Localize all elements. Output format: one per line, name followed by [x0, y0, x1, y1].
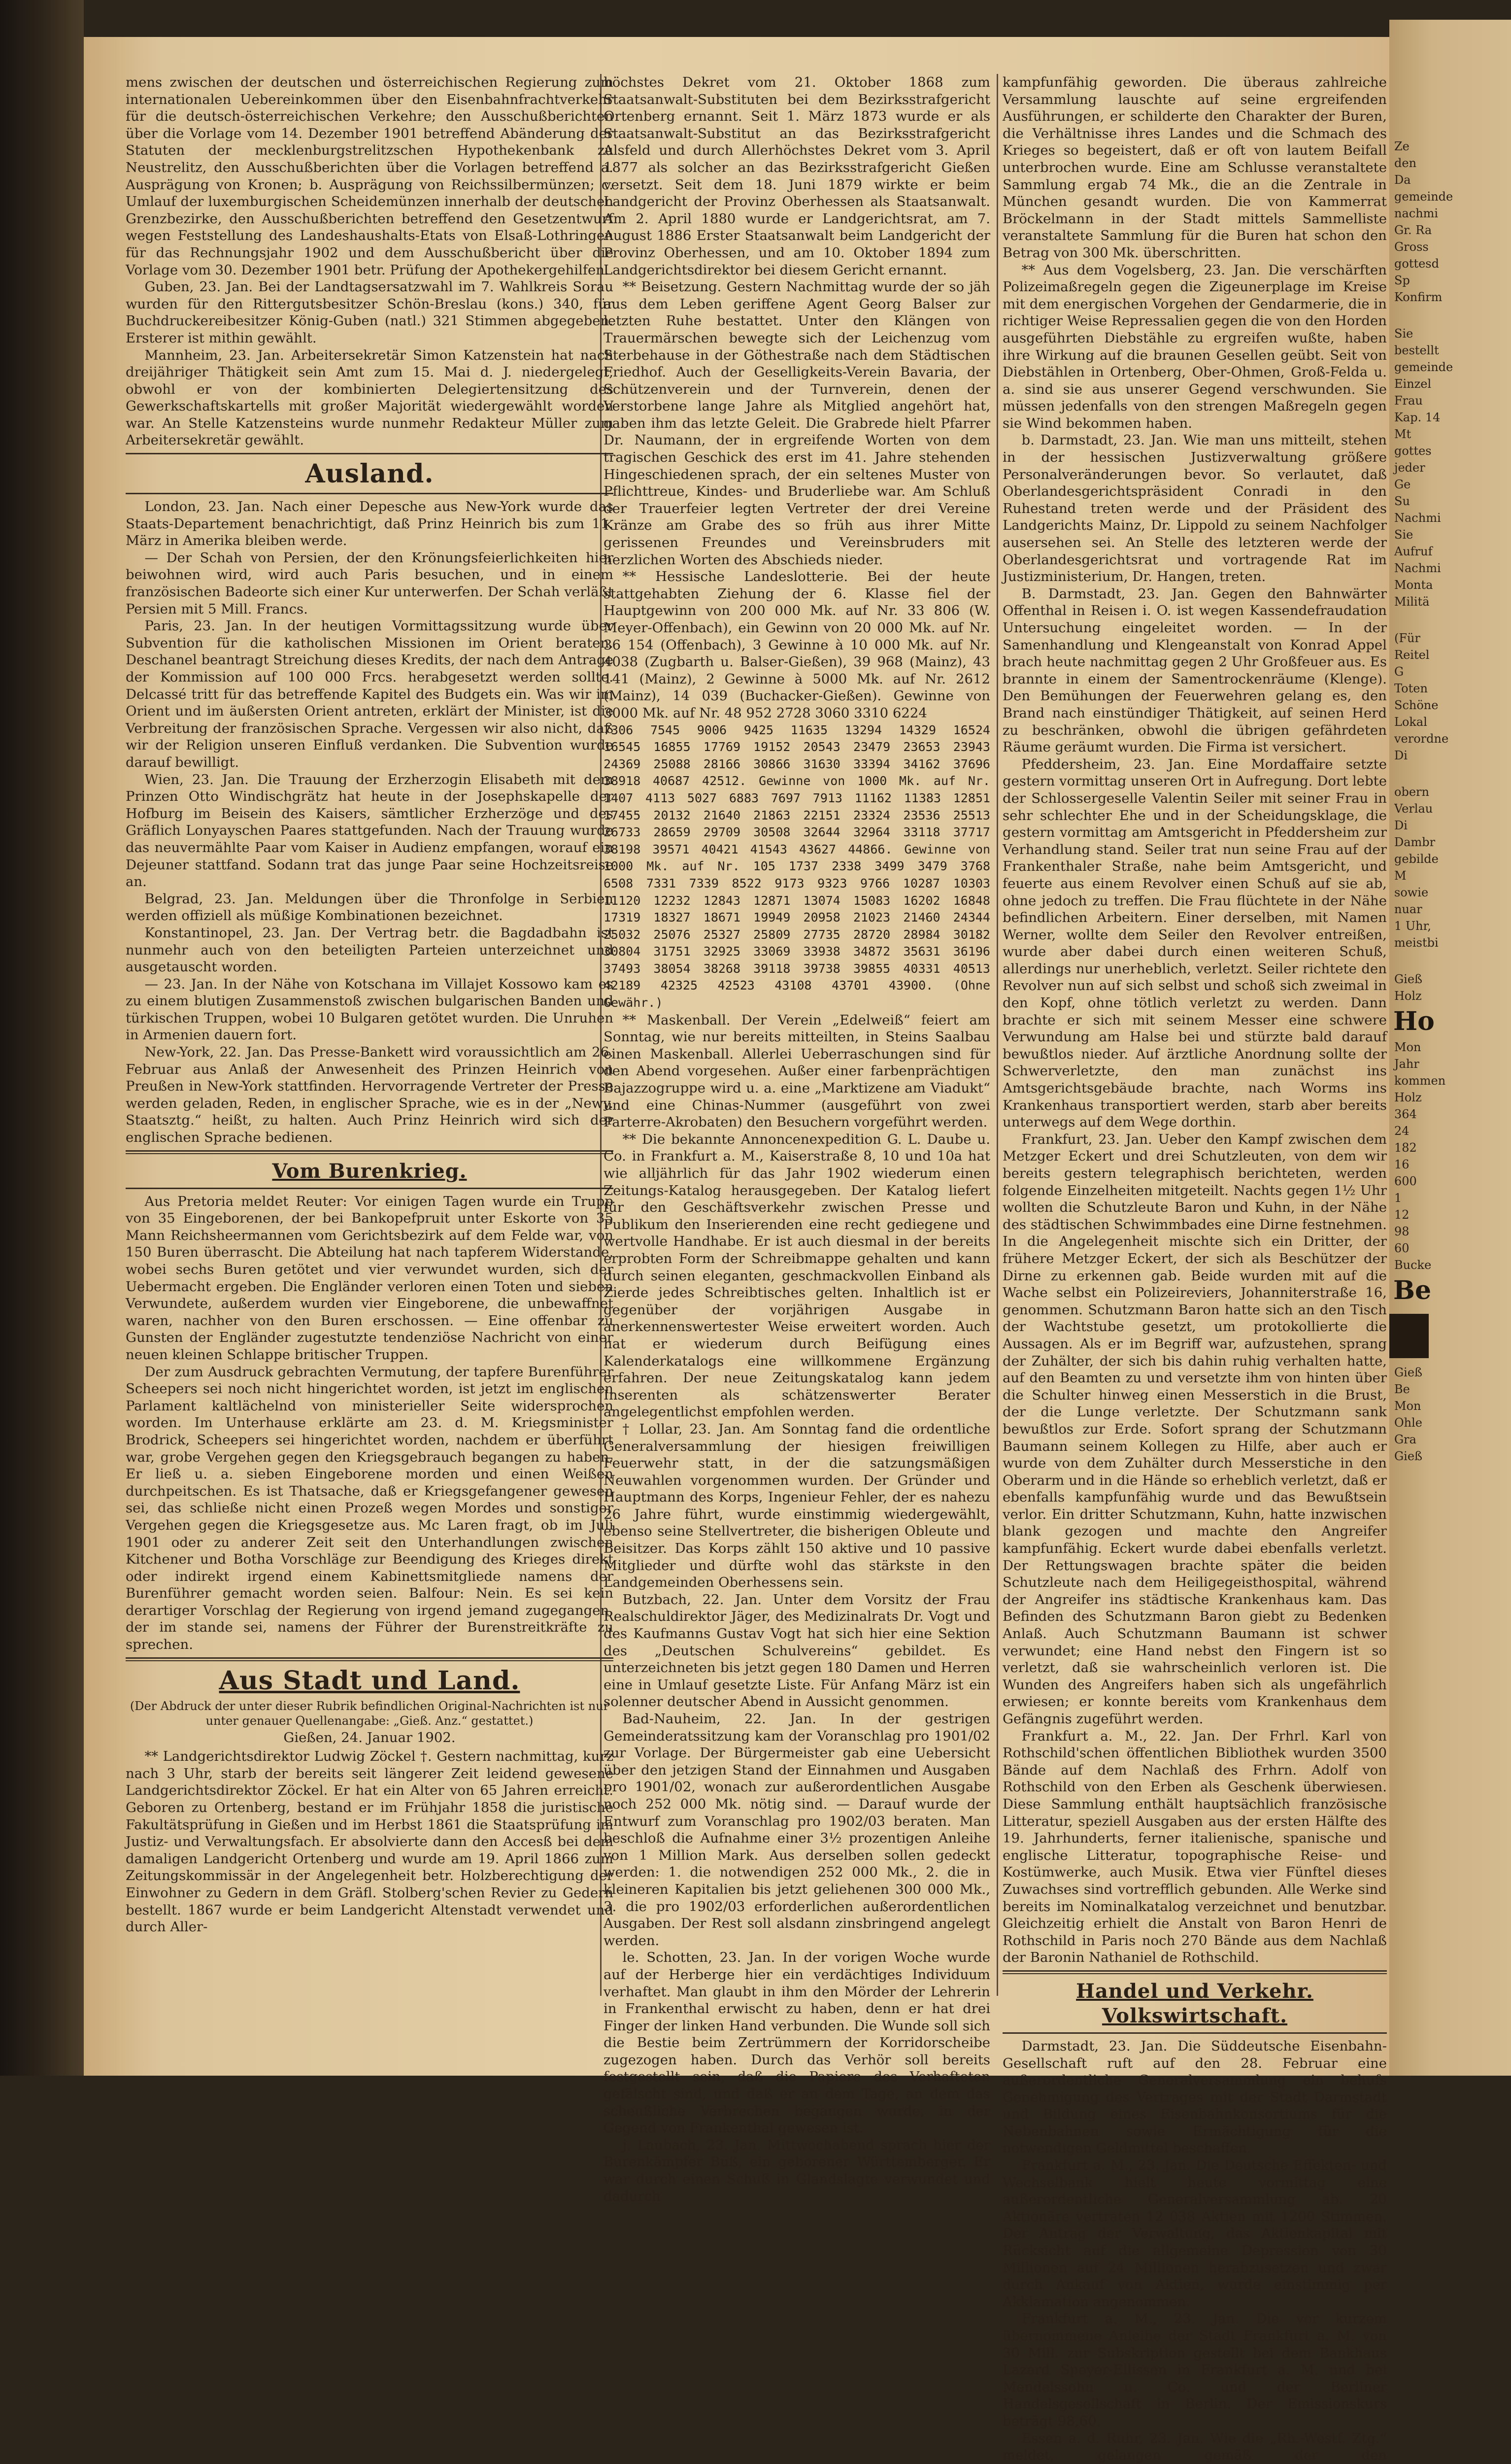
edge-fragment: Schöne — [1394, 698, 1439, 712]
section-divider — [126, 1188, 613, 1189]
article-paragraph: b. Darmstadt, 23. Jan. Wie man uns mitteilt, stehen in der hessischen Justizverwaltung größere Personalveränderungen bevor. So verlautet, daß Oberlandesgerichtspräsident Conradi in den Ruhestand treten werde und der Präsident des Landgerichts Mainz, Dr. Lippold zu seinem Nachfolger ausersehen sei. An Stelle des letzteren werde der Oberlandesgerichtsrat und vortragende Rat im Justizministerium, Dr. Hangen, treten. — [1003, 432, 1387, 585]
section-heading-stadt-und-land: Aus Stadt und Land. — [219, 1665, 520, 1696]
section-divider — [1003, 2032, 1387, 2034]
edge-fragment: Verlau — [1394, 802, 1433, 816]
edge-fragment: Mon — [1394, 1040, 1421, 1054]
article-paragraph: London, 23. Jan. Nach einer Depesche aus New-York wurde das Staats-Departement benachrichtigt, daß Prinz Heinrich bis zum 11. März in Amerika bleiben werde. — [126, 499, 613, 549]
column-1 — [126, 74, 613, 2020]
article-paragraph: mens zwischen der deutschen und österreichischen Regierung zum internationalen Uebereinkommen über den Eisenbahnfrachtverkehr für die deutsch-österreichischen Verkehre; den Ausschußberichten über die Vorlage vom 14. Dezember 1901 betreffend Abänderung der Statuten der mecklenburgstrelitzschen Hypothekenbank zu Neustrelitz, den Ausschußberichten über die Vorlagen betreffend a. Ausprägung von Kronen; b. Ausprägung von Reichssilbermünzen; c. Umlauf der luxemburgischen Scheidemünzen innerhalb der deutschen Grenzbezirke, den Ausschußberichten betreffend den Gesetzentwurf wegen Feststellung des Landeshaushalts-Etats von Elsaß-Lothringen für das Rechnungsjahr 1902 und dem Ausschußbericht über die Vorlage vom 30. Dezember 1901 betr. Prüfung der Apothekergehilfen. — [126, 74, 613, 278]
article-paragraph: Paris, 23. Jan. In der heutigen Vormittagssitzung wurde über Subvention für die katholischen Missionen im Orient beraten. Deschanel beantragt Streichung dieses Kredits, der nach dem Antrage der Kommission auf 100 000 Frcs. herabgesetzt werden sollte. Delcassé tritt für das betreffende Kapitel des Budgets ein. Was wir im Orient und im äußersten Orient antreten, erklärt der Minister, ist die Verbreitung der französischen Sprache. Vergessen wir also nicht, daß wir der Religion unseren Einfluß verdanken. Die Subvention wurde darauf bewilligt. — [126, 618, 613, 770]
edge-fragment: 1 Uhr, — [1394, 919, 1432, 933]
section-divider — [126, 1657, 613, 1661]
edge-fragment: gemeinde — [1394, 190, 1453, 204]
edge-fragment: 1 — [1394, 1191, 1402, 1205]
edge-fragment: Aufruf — [1394, 545, 1433, 558]
edge-fragment: 12 — [1394, 1208, 1410, 1222]
edge-fragment: Bucke — [1394, 1258, 1432, 1272]
edge-fragment: Gra — [1394, 1433, 1416, 1446]
edge-fragment: Toten — [1394, 682, 1428, 695]
edge-fragment: den — [1394, 156, 1417, 170]
article-paragraph: — Der Schah von Persien, der den Krönungsfeierlichkeiten hier beiwohnen wird, wird auch Paris besuchen, und in einem französischen Badeorte sich einer Kur unterwerfen. Der Schah verläßt Persien mit 5 Mill. Francs. — [126, 549, 613, 617]
handel-articles — [1003, 2038, 1387, 2464]
edge-fragment: 364 — [1394, 1107, 1417, 1121]
article-paragraph: Essen a. d. Ruhr, 23. Jan. Wie die „Rh.-Westf. Ztg.“ meldet, gelangen gemäß der den — [1003, 2430, 1387, 2464]
article-paragraph: ** Landgerichtsdirektor Ludwig Zöckel †. Gestern nachmittag, kurz nach 3 Uhr, starb der bereits seit längerer Zeit leidend gewesene Landgerichtsdirektor Zöckel. Er hat ein Alter von 65 Jahren erreicht. Geboren zu Ortenberg, bestand er im Frühjahr 1858 die juristische Fakultätsprüfung in Gießen und im Herbst 1861 die Staatsprüfung im Justiz- und Verwaltungsfach. Er absolvierte dann den Accesß bei dem damaligen Landgericht Ortenberg und wurde am 19. April 1866 zum Zeitungskommissär in der Angelegenheit betr. Holzberechtigung der Einwohner zu Gedern in dem Gräfl. Stolberg'schen Revier zu Gedern bestellt. 1867 wurde er beim Landgericht Altenstadt verwendet und durch Aller- — [126, 1748, 613, 1935]
edge-fragment: obern — [1394, 785, 1429, 799]
article-paragraph: Belgrad, 23. Jan. Meldungen über die Thronfolge in Serbien werden offiziell als müßige Kombinationen bezeichnet. — [126, 890, 613, 924]
article-paragraph: Darmstadt, 23. Jan. Die Süddeutsche Eisenbahn-Gesellschaft ruft auf den 28. Februar eine außerordentliche Generalversammlung ein behufs Genehmigung des Vertrages mit der Stadt Darmstadt und Bildung eines Eisenbahnkonsortiums für die Nebenbahnen sowie Ermächtigung für die notwendigen Geldmittel beschaffen. — [1003, 2038, 1387, 2156]
edge-fragment: 98 — [1394, 1225, 1410, 1238]
article-paragraph: Aus Pretoria meldet Reuter: Vor einigen Tagen wurde ein Trupp von 35 Eingeborenen, der bei Bankopefpruit unter Eskorte von 35 Mann Reichsheermannen vom Gerichtsbezirk auf dem Felde war, von 150 Buren überrascht. Die Abteilung hat nach tapferem Widerstande, wobei sechs Buren getötet und vier verwundet wurden, sich der Uebermacht ergeben. Die Engländer verloren einen Toten und sieben Verwundete, außerdem wurden vier Eingeborene, die unbewaffnet waren, nachher von den Buren erschossen. — Eine offenbar zu Gunsten der Engländer zugestutzte tendenziöse Nachricht von einer neuen kleinen Schlappe britischer Truppen. — [126, 1193, 613, 1363]
edge-fragment: Holz — [1394, 1091, 1422, 1104]
edge-fragment: Be — [1394, 1382, 1410, 1396]
article-paragraph: Der zum Ausdruck gebrachten Vermutung, der tapfere Burenführer Scheepers sei noch nicht hingerichtet worden, ist jetzt im englischen Parlament kaltlächelnd von ministerieller Seite widersprochen worden. Im Unterhause erklärte am 23. d. M. Kriegsminister Brodrick, Scheepers sei hingerichtet worden, nachdem er überführt war, grobe Vergehen gegen den Kriegsgebrauch begangen zu haben. Er ließ u. a. sieben Eingeborene morden und einen Weißen durchpeitschen. Es ist Thatsache, daß er Kriegsgefangener gewesen sei, das schließe nicht einen Prozeß wegen Mordes und sonstiger Vergehen gegen die Kriegsgesetze aus. Mc Laren fragt, ob im Juli 1901 oder zu anderer Zeit seit den Unterhandlungen zwischen Kitchener und Botha Vorschläge zur Beendigung des Krieges direkt oder indirekt irgend einem Kabinettsmitgliede namens der Burenführer gemacht worden seien. Balfour: Nein. Es sei kein derartiger Vorschlag der Regierung von irgend jemand zugegangen, der im stande sei, namens der Führer der Burenstreitkräfte zu sprechen. — [126, 1364, 613, 1653]
edge-fragment: sowie — [1394, 886, 1429, 899]
lottery-winning-numbers: 7306 7545 9006 9425 11635 13294 14329 16524 16545 16855 17769 19152 20543 23479 23653 23943 24369 25088 28166 30866 31630 33394 34162 37696 38918 40687 42512. Gewinne von 1000 Mk. auf Nr. 1407 4113 5027 6883 7697 7913 11162 11383 12851 17455 20132 21640 21863 22151 23324 23536 25513 26733 28659 29709 30508 32644 32964 33118 37717 38198 39571 40421 41543 43627 44866. Gewinne von 1000 Mk. auf Nr. 105 1737 2338 3499 3479 3768 6508 7331 7339 8522 9173 9323 9766 10287 10303 11120 12232 12843 12871 13074 15083 16202 16848 17319 18327 18671 19949 20958 21023 21460 24344 25032 25076 25327 25809 27735 28720 28984 30182 30804 31751 32925 33069 33938 34872 35631 36196 37493 38054 38268 39118 39738 39855 40331 40513 42189 42325 42523 43108 43701 43900. (Ohne Gewähr.) — [604, 722, 990, 1010]
edge-fragment: M — [1394, 869, 1407, 883]
edge-fragment: Sp — [1394, 274, 1410, 287]
dateline: Gießen, 24. Januar 1902. — [283, 1729, 456, 1745]
article-paragraph: Guben, 23. Jan. Bei der Landtagsersatzwahl im 7. Wahlkreis Sorau wurden für den Rittergutsbesitzer Schön-Breslau (kons.) 340, für Buchdruckereibesitzer König-Guben (natl.) 321 Stimmen abgegeben. Ersterer ist mithin gewählt. — [126, 279, 613, 346]
article-paragraph: Frankfurt, 23. Jan. Ueber den Kampf zwischen dem Metzger Eckert und drei Schutzleuten, von dem wir bereits gestern telegraphisch berichteten, werden folgende Einzelheiten mitgeteilt. Nachts gegen 1½ Uhr wollten die Schutzleute Baron und Kuhn, in der Nähe des städtischen Schwimmbades eine Dirne festnehmen. In die Angelegenheit mischte sich ein Dritter, der frühere Metzger Eckert, der sich als Beschützer der Dirne zu erkennen gab. Beide wurden mit auf die Wache selbst ein Polizeireviers, Johanniterstraße 16, genommen. Schutzmann Baron hatte sich an den Tisch der Wachtstube gesetzt, um protokollierte die Aussagen. Als er im Begriff war, aufzustehen, sprang der Zuhälter, der sich bis dahin ruhig verhalten hatte, auf den Beamten zu und versetzte ihm von hinten über die Schulter hinweg einen Messerstich in die Brust, der die Lunge verletzte. Der Schutzmann sank bewußtlos zur Erde. Sofort sprang der Schutzmann Baumann seinem Kollegen zu Hilfe, aber auch er wurde von dem Zuhälter durch Messerstiche in den Oberarm und in die Hände so erheblich verletzt, daß er ebenfalls kampfunfähig wurde und das Bewußtsein verlor. Ein dritter Schutzmann, Kuhn, hatte inzwischen blank gezogen und machte den Angreifer kampfunfähig. Eckert wurde dabei ebenfalls verletzt. Der Rettungswagen brachte später die beiden Schutzleute nach dem Heiligegeisthospital, während der Angreifer ins städtische Krankenhaus kam. Das Befinden des Schutzmann Baron giebt zu Bedenken Anlaß. Auch Schutzmann Baumann ist schwer verwundet; eine Hand nebst den Fingern ist so verletzt, daß sie wahrscheinlich verloren ist. Die Wunden des Angreifers haben sich als ungefährlich erwiesen; er konnte bereits vom Krankenhaus dem Gefängnis zugeführt werden. — [1003, 1131, 1387, 1727]
edge-fragment: Ge — [1394, 478, 1411, 491]
edge-fragment: kommen — [1394, 1074, 1446, 1088]
edge-fragment: Einzel — [1394, 377, 1432, 391]
edge-fragment: Ohle — [1394, 1416, 1423, 1430]
edge-heading-fragment: Ho — [1393, 1006, 1435, 1036]
article-paragraph: Frankfurt a. M., 22. Jan. Der Frhrl. Karl von Rothschild'schen öffentlichen Bibliothek wurden 3500 Bände auf dem Nachlaß des Frhrn. Adolf von Rothschild von den Erben als Geschenk überwiesen. Diese Sammlung enthält hauptsächlich französische Litteratur, speziell Ausgaben aus der ersten Hälfte des 19. Jahrhunderts, ferner italienische, spanische und englische Litteratur, topographische Reise- und Kostümwerke, auch Musik. Etwa vier Fünftel dieses Zuwachses sind vortrefflich gebunden. Alle Werke sind bereits im Nominalkatalog verzeichnet und benutzbar. Gleichzeitig erhielt die Anstalt von Baron Henri de Rothschild in Paris noch 270 Bände aus dem Nachlaß der Baronin Nathaniel de Rothschild. — [1003, 1728, 1387, 1966]
article-paragraph: Bad-Nauheim, 22. Jan. In der gestrigen Gemeinderatssitzung kam der Voranschlag pro 1901/02 zur Vorlage. Der Bürgermeister gab eine Uebersicht über den jetzigen Stand der Einnahmen und Ausgaben pro 1901/02, wonach zur außerordentlichen Ausgabe noch 252 000 Mk. nötig sind. — Darauf wurde der Entwurf zum Voranschlag pro 1902/03 beraten. Man beschloß die Aufnahme einer 3½ prozentigen Anleihe von 1 Million Mark. Aus derselben sollen gedeckt werden: 1. die notwendigen 252 000 Mk., 2. die in kleineren Kapitalien bis jetzt geliehenen 300 000 Mk., 3. die pro 1902/03 erforderlichen außerordentlichen Ausgaben. Der Rest soll alsdann zinsbringend angelegt werden. — [604, 1711, 990, 1949]
edge-fragment: Monta — [1394, 578, 1433, 592]
edge-fragment: (Für — [1394, 631, 1420, 645]
edge-fragment: meistbi — [1394, 936, 1439, 950]
section-divider — [1003, 1970, 1387, 1974]
edge-heading-fragment: Be — [1393, 1275, 1432, 1305]
edge-fragment: 16 — [1394, 1158, 1410, 1171]
article-paragraph: B. Darmstadt, 23. Jan. Gegen den Bahnwärter Offenthal in Reisen i. O. ist wegen Kassendefraudation Untersuchung eingeleitet worden. — In der Samenhandlung und Klengeanstalt von Konrad Appel brach heute nachmittag gegen 2 Uhr Großfeuer aus. Es brannte in einem der Samentrockenräume (Klenge). Den Bemühungen der Feuerwehren gelang es, den Brand nach einstündiger Thätigkeit, auf seinen Herd zu beschränken, obwohl die übrigen gefährdeten Räume geräumt wurden. Die Firma ist versichert. — [1003, 585, 1387, 755]
ausland-articles — [126, 498, 613, 1146]
edge-fragment: Sie — [1394, 327, 1413, 341]
edge-fragment: Di — [1394, 749, 1408, 762]
edge-fragment: Nachmi — [1394, 561, 1441, 575]
edge-fragment: Su — [1394, 494, 1410, 508]
article-paragraph: Wien, 23. Jan. Die Trauung der Erzherzogin Elisabeth mit dem Prinzen Otto Windischgrätz hat heute in der Josephskapelle der Hofburg im Beisein des Kaisers, sämtlicher Erzherzöge und des Gräflich Lonyayschen Paares stattgefunden. Nach der Trauung wurde das neuvermählte Paar vom Kaiser in Audienz empfangen, worauf ein Dejeuner stattfand. Sodann trat das junge Paar seine Hochzeitsreise an. — [126, 771, 613, 890]
article-paragraph: — 23. Jan. In der Nähe von Kotschana im Villajet Kossowo kam es zu einem blutigen Zusammenstoß zwischen bulgarischen Banden und türkischen Truppen, wobei 10 Bulgaren getötet wurden. Die Unruhen in Armenien dauern fort. — [126, 976, 613, 1043]
article-paragraph: Frankfurt a. M., 23. Jan. Die Deutsche Effekten- und Wechselbank hielt heute vormittag eine außerordentliche Generalversammlung ab. 20 Aktionäre vertraten 12 038 Aktien mit 1200 Stimmen. Der Antrag der Verwaltung, das Aktienkapital mit Rücksicht auf die allgemeine Depression von 30 Millionen auf 24 Millionen herabzusetzen und zwar durch Ankauf von Aktien, wurde einstimmig per Akklamation angenommen. — [1003, 2157, 1387, 2310]
edge-black-box — [1389, 1314, 1429, 1358]
column-rule-2 — [997, 74, 998, 1996]
edge-fragment: Frau — [1394, 394, 1423, 408]
section-divider — [126, 1150, 613, 1154]
adjacent-page-fragments — [1389, 20, 1511, 1465]
edge-gap — [1389, 764, 1511, 784]
article-paragraph: kampfunfähig geworden. Die überaus zahlreiche Versammlung lauschte auf seine ergreifenden Ausführungen, er schilderte den Charakter der Buren, die Verhältnisse ihres Landes und die Schmach des Krieges so begeistert, daß er oft von lautem Beifall unterbrochen wurde. Eine am Schlusse veranstaltete Sammlung ergab 74 Mk., die an die Zentrale in München gesandt wurden. Die von Kammerrat Bröckelmann in der Stadt mittels Sammelliste veranstaltete Sammlung für die Buren hat schon den Betrag von 300 Mk. überschritten. — [1003, 74, 1387, 261]
edge-fragment: Dambr — [1394, 835, 1436, 849]
edge-fragment: Mon — [1394, 1399, 1421, 1413]
edge-fragment: nachmi — [1394, 206, 1439, 220]
regional-news-articles — [1003, 74, 1387, 1966]
edge-fragment: Mt — [1394, 427, 1411, 441]
local-news-articles — [604, 74, 990, 722]
edge-fragment: gottes — [1394, 444, 1432, 458]
adjacent-page-edge — [1389, 20, 1511, 2076]
edge-fragment: Sie — [1394, 528, 1413, 542]
edge-fragment: Gieß — [1394, 972, 1423, 986]
article-paragraph: Konstantinopel, 23. Jan. Der Vertrag betr. die Bagdadbahn ist nunmehr auch von den beteiligten Parteien unterzeichnet und ausgetauscht worden. — [126, 924, 613, 975]
burenkrieg-articles — [126, 1193, 613, 1653]
edge-fragment: gebilde — [1394, 852, 1439, 866]
edge-fragment: Gr. Ra — [1394, 223, 1432, 237]
edge-fragment: Nachmi — [1394, 511, 1441, 525]
edge-gap — [1389, 306, 1511, 325]
edge-fragment: nuar — [1394, 902, 1422, 916]
edge-fragment: G — [1394, 665, 1404, 679]
edge-fragment: Da — [1394, 173, 1411, 187]
edge-fragment: Lokal — [1394, 715, 1427, 729]
edge-fragment: 182 — [1394, 1141, 1417, 1155]
edge-fragment: Di — [1394, 819, 1408, 832]
edge-gap — [1389, 951, 1511, 971]
section-divider — [126, 493, 613, 494]
edge-fragment: Konfirm — [1394, 290, 1443, 304]
article-paragraph: † Lollar, 23. Jan. Am Sonntag fand die ordentliche Generalversammlung der hiesigen freiwilligen Feuerwehr statt, in der die satzungsmäßigen Neuwahlen vorgenommen wurden. Der Gründer und Hauptmann des Korps, Ingenieur Fehler, der es nahezu 26 Jahre führt, wurde einstimmig wiedergewählt, ebenso seine Stellvertreter, die bisherigen Obleute und Beisitzer. Das Korps zählt 150 aktive und 10 passive Mitglieder und dürfte wohl das stärkste in den Landgemeinden Oberhessens sein. — [604, 1421, 990, 1591]
edge-fragment: gottesd — [1394, 257, 1439, 271]
article-paragraph: höchstes Dekret vom 21. Oktober 1868 zum Staatsanwalt-Substituten bei dem Bezirksstrafgericht Ortenberg ernannt. Seit 1. März 1873 wurde er als Staatsanwalt-Substitut an das Bezirksstrafgericht Alsfeld und durch Allerhöchstes Dekret vom 3. April 1877 als solcher an das Bezirksstrafgericht Gießen versetzt. Seit dem 18. Juni 1879 wirkte er beim Landgericht der Provinz Oberhessen als Staatsanwalt. Am 2. April 1880 wurde er Landgerichtsrat, am 7. August 1886 Erster Staatsanwalt beim Landgericht der Provinz Oberhessen, und am 10. Oktober 1894 zum Landgerichtsdirektor bei diesem Gericht ernannt. — [604, 74, 990, 278]
edge-fragment: Gross — [1394, 240, 1429, 254]
edge-fragment: Kap. 14 — [1394, 411, 1441, 424]
edge-fragment: bestellt — [1394, 343, 1439, 357]
edge-fragment: Ze — [1394, 139, 1410, 153]
section-divider — [126, 453, 613, 454]
article-paragraph: ** Beisetzung. Gestern Nachmittag wurde der so jäh aus dem Leben geriffene Agent Georg Balser zur letzten Ruhe bestattet. Unter den Klängen von Trauermärschen bewegte sich der Leichenzug vom Sterbehause in der Göthestraße nach dem Städtischen Friedhof. Auch der Geselligkeits-Verein Bavaria, der Schützenverein und der Turnverein, denen der Verstorbene lange Jahre als Mitglied angehört hat, gaben ihm das letzte Geleit. Die Grabrede hielt Pfarrer Dr. Naumann, der in ergreifende Worten von dem tragischen Geschick des erst im 41. Jahre stehenden Hingeschiedenen sprach, der ein seltenes Muster von Pflichttreue, Kindes- und Bruderliebe war. Am Schluß der Trauerfeier legten Vertreter der drei Vereine Kränze am Grabe des so früh aus ihrer Mitte gerissenen Freundes und Vereinsbruders mit herzlichen Worten des Abschieds nieder. — [604, 279, 990, 568]
edge-fragment: Jahr — [1394, 1057, 1419, 1071]
article-paragraph: le. Schotten, 23. Jan. In der vorigen Woche wurde auf der Herberge hier ein verdächtiges Individuum verhaftet. Man glaubt in ihm den Mörder der Lehrerin in Frankenthal erwischt zu haben, denn er hat drei Finger der linken Hand verbunden. Die Wunde soll sich die Bestie beim Zertrümmern der Korridorscheibe zugezogen haben. Durch das Verhör soll bereits festgestellt sein, daß die Papiere des Verhafteten gefälscht sind, und daß er an dem Tage, an dem das scheußliche Verbrechen begangen wurde, in der Gegend von Frankenthal gewesen ist. — [604, 1950, 990, 2136]
section-heading-handel: Handel und Verkehr. Volkswirtschaft. — [1076, 1979, 1313, 2027]
article-paragraph: ** Aus dem Vogelsberg, 23. Jan. Die verschärften Polizeimaßregeln gegen die Zigeunerplage im Kreise mit dem energischen Vorgehen der Gendarmerie, die in richtiger Weise Repressalien gegen die von den Horden ausgeführten Diebstähle zu ergreifen wußte, haben ihre Wirkung auf die braunen Gesellen geübt. Seit von Diebstählen in Ortenberg, Ober-Ohmen, Groß-Felda u. a. sind sie aus unserer Gegend verschwunden. Sie müssen jedenfalls von den strengen Maßregeln gegen sie Wind bekommen haben. — [1003, 262, 1387, 431]
stadt-und-land-articles — [126, 1748, 613, 1936]
edge-fragment: Gieß — [1394, 1449, 1423, 1463]
edge-fragment: 60 — [1394, 1241, 1410, 1255]
scan-top-background — [84, 0, 1511, 37]
edge-gap — [1389, 610, 1511, 630]
edge-fragment: verordne — [1394, 732, 1449, 746]
article-paragraph: Frankfurt a. M., 23. Jan. Die vor kurzem übernommene Anleihe der Stadt Frankfurt a. M. von 30 Mill. zur Subskription gestellt bei dem Bankhaus Lazard Speyer-Ellissen in Frankfurt a. M. und bei Mendelssohn u. Co. und der Berliner Handelsgesellschaft in Berlin. Der Emissionskurs beträgt 98,60. — [1003, 2311, 1387, 2429]
edge-fragment: Gieß — [1394, 1366, 1423, 1379]
article-paragraph: Pfeddersheim, 23. Jan. Eine Mordaffaire setzte gestern vormittag unseren Ort in Aufregung. Dort lebte der Schlossergeselle Valentin Seiler mit seiner Frau in sehr schlechter Ehe und in der Scheidungsklage, die gestern vormittag am Amtsgericht in Pfeddersheim zur Verhandlung stand. Seiler trat nun seine Frau auf der Frankenthaler Straße, nahe beim Amtsgericht, und feuerte aus einem Revolver einen Schuß auf sie ab, ohne jedoch zu treffen. Die Frau flüchtete in der Nähe befindlichen Arbeitern. Einer derselben, mit Namen Werner, wollte dem Seiler den Revolver entreißen, wurde aber dabei durch einen weiteren Schuß, allerdings nur unerheblich, verletzt. Seiler richtete den Revolver nun auf sich selbst und schoß sich zweimal in den Kopf, ohne tötlich verletzt zu werden. Dann brachte er sich mit seinem Messer eine schwere Verwundung am Halse bei und stürzte bald darauf bewußtlos nieder. Auf ärztliche Anordnung sollte der Schwerverletzte, den man zunächst ins Amtsgerichtsgebäude brachte, nach Worms ins Krankenhaus transportiert werden, starb aber bereits unterwegs auf dem Wege dorthin. — [1003, 756, 1387, 1130]
column-2 — [604, 74, 990, 2204]
article-paragraph: Butzbach, 22. Jan. Unter dem Vorsitz der Frau Realschuldirektor Jäger, des Medizinalrats Dr. Vogt und des Kaufmanns Gustav Vogt hat sich hier eine Sektion des „Deutschen Schulvereins“ gebildet. Es unterzeichneten bis jetzt gegen 180 Damen und Herren eine in Umlauf gesetzte Liste. Für Anfang März ist ein solenner deutscher Abend in Aussicht genommen. — [604, 1591, 990, 1710]
article-paragraph: ** Maskenball. Der Verein „Edelweiß“ feiert am Sonntag, wie nur bereits mitteilten, in Steins Saalbau einen Maskenball. Allerlei Ueberraschungen sind für den Abend vorgesehen. Außer einer farbenprächtigen Bajazzogruppe wird u. a. eine „Marktizene am Viadukt“ und eine Chinas-Nummer (ausgeführt von zwei Parterre-Akrobaten) den Besuchern vorgeführt werden. — [604, 1012, 990, 1130]
edge-fragment: Reitel — [1394, 648, 1430, 662]
edge-fragment: 24 — [1394, 1124, 1410, 1138]
book-binding — [0, 0, 84, 2076]
article-paragraph: ** Die bekannte Annoncenexpedition G. L. Daube u. Co. in Frankfurt a. M., Kaiserstraße 8, 10 und 10a hat wie alljährlich für das Jahr 1902 wiederum einen Zeitungs-Katalog herausgegeben. Der Katalog liefert für den Geschäftsverkehr zwischen Presse und Publikum den Inserierenden eine recht gediegene und wertvolle Handhabe. Er ist auch diesmal in der bereits erprobten Form der Schreibmappe gehalten und kann durch seinen eleganten, geschmackvollen Einband als Zierde jedes Schreibtisches gelten. Inhaltlich ist er gegenüber der vorjährigen Ausgabe in anerkennenswertester Weise erweitert worden. Auch hat er wiederum durch Beifügung eines Kalenderkatalogs eine willkommene Ergänzung erfahren. Der neue Zeitungskatalog kann jedem Inserenten als schätzenswerter Berater angelegentlichst empfohlen werden. — [604, 1131, 990, 1420]
local-news-articles-continued — [604, 1012, 990, 2205]
edge-fragment: Militä — [1394, 595, 1430, 609]
section-heading-ausland: Ausland. — [305, 459, 434, 489]
article-paragraph: New-York, 22. Jan. Das Presse-Bankett wird voraussichtlich am 26. Februar aus Anlaß der Anwesenheit des Prinzen Heinrich von Preußen in New-York stattfinden. Hervorragende Vertreter der Presse werden geladen, Reden, in englischer Sprache, wie es in der „Newy. Staatsztg.“ heißt, zu halten. Auch Prinz Heinrich wird sich der englischen Sprache bedienen. — [126, 1044, 613, 1146]
column-3 — [1003, 74, 1387, 2464]
section-heading-burenkrieg: Vom Burenkrieg. — [272, 1159, 467, 1183]
edge-fragment: gemeinde — [1394, 360, 1453, 374]
edge-fragment: jeder — [1394, 461, 1425, 475]
reprint-note: (Der Abdruck der unter dieser Rubrik befindlichen Original-Nachrichten ist nur unter genauer Quellenangabe: „Gieß. Anz.“ gestattet.) — [130, 1699, 609, 1728]
article-paragraph: j. Laubach, 23. Jan. Mittwochabend sprach hier der Burenkämpfer Buß, ein geborener Württemberger. Er war durch einen Schuß in Glandslagte verwundet und dadurch — [604, 2137, 990, 2204]
article-paragraph: ** Hessische Landeslotterie. Bei der heute stattgehabten Ziehung der 6. Klasse fiel der Hauptgewinn von 200 000 Mk. auf Nr. 33 806 (W. Meyer-Offenbach), ein Gewinn von 20 000 Mk. auf Nr. 36 154 (Offenbach), 3 Gewinne à 10 000 Mk. auf Nr. 4038 (Zugbarth u. Balser-Gießen), 39 968 (Mainz), 43 141 (Mainz), 2 Gewinne à 5000 Mk. auf Nr. 2612 (Mainz), 14 039 (Buchacker-Gießen). Gewinne von 3000 Mk. auf Nr. 48 952 2728 3060 3310 6224 — [604, 569, 990, 721]
continued-report — [126, 74, 613, 449]
edge-fragment: 600 — [1394, 1174, 1417, 1188]
article-paragraph: Mannheim, 23. Jan. Arbeitersekretär Simon Katzenstein hat nach dreijähriger Thätigkeit sein Amt zum 15. Mai d. J. niedergelegt, obwohl er von der kombinierten Delegiertensitzung des Gewerkschaftskartells mit großer Majorität wiedergewählt worden war. An Stelle Katzensteins wurde nunmehr Redakteur Müller zum Arbeitersekretär gewählt. — [126, 347, 613, 448]
edge-fragment: Holz — [1394, 989, 1422, 1003]
